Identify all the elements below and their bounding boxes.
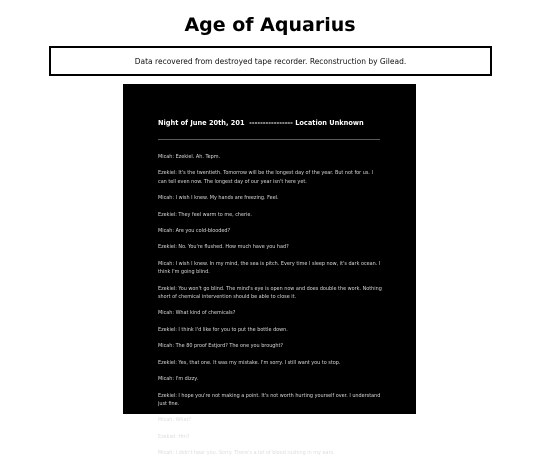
transcript-line: Micah: I didn't hear you. Sorry. There's a lot of blood rushing in my ears. bbox=[158, 450, 335, 457]
notice-text: Data recovered from destroyed tape recorder. Reconstruction by Gilead. bbox=[134, 56, 407, 66]
transcript-line: Micah: What kind of chemicals? bbox=[158, 310, 236, 317]
transcript-line: Ezekiel: Hm? bbox=[158, 433, 190, 440]
transcript-line: Micah: Are you cold-blooded? bbox=[158, 228, 231, 235]
transcript-line: Ezekiel: They feel warm to me, cherie. bbox=[158, 211, 252, 218]
transcript-line: Ezekiel: You won't go blind. The mind's eye is open now and does double the work. Nothing short of chemical intervention should be able to close it. bbox=[158, 285, 382, 301]
transcript-line: Micah: What? bbox=[158, 417, 192, 424]
heading-divider bbox=[158, 139, 380, 140]
transcript-line: Micah: I wish I knew. In my mind, the sea is pitch. Every time I sleep now, it's dark ocean. I think I'm going blind. bbox=[158, 260, 381, 276]
transcript-lines bbox=[158, 153, 382, 466]
transcript-panel bbox=[123, 84, 416, 457]
notice-box bbox=[49, 46, 492, 76]
transcript-heading: Night of June 20th, 201 ---------------- Location Unknown bbox=[158, 119, 364, 127]
transcript-line: Micah: The 80 proof Estjord? The one you brought? bbox=[158, 343, 284, 350]
transcript-line: Micah: Ezekiel. Ah. Tepm. bbox=[158, 154, 221, 160]
page-title: Age of Aquarius bbox=[184, 14, 356, 36]
transcript-line: Ezekiel: I think I'd like for you to put the bottle down. bbox=[158, 326, 288, 333]
transcript-line: Ezekiel: I hope you're not making a point. It's not worth hurting yourself over. I understand just fine. bbox=[158, 392, 381, 407]
transcript-line: Ezekiel: No. You're flushed. How much have you had? bbox=[158, 244, 289, 251]
transcript-line: Micah: I'm dizzy. bbox=[158, 376, 199, 383]
transcript-line: Ezekiel: Yes, that one. It was my mistake. I'm sorry. I still want you to stop. bbox=[158, 359, 341, 366]
transcript-line: Micah: I wish I knew. My hands are freezing. Feel. bbox=[158, 195, 279, 202]
transcript-line: Ezekiel: It's the twentieth. Tomorrow will be the longest day of the year. But not for us. I can tell even now. The longest day of our year isn't here yet. bbox=[158, 170, 373, 185]
